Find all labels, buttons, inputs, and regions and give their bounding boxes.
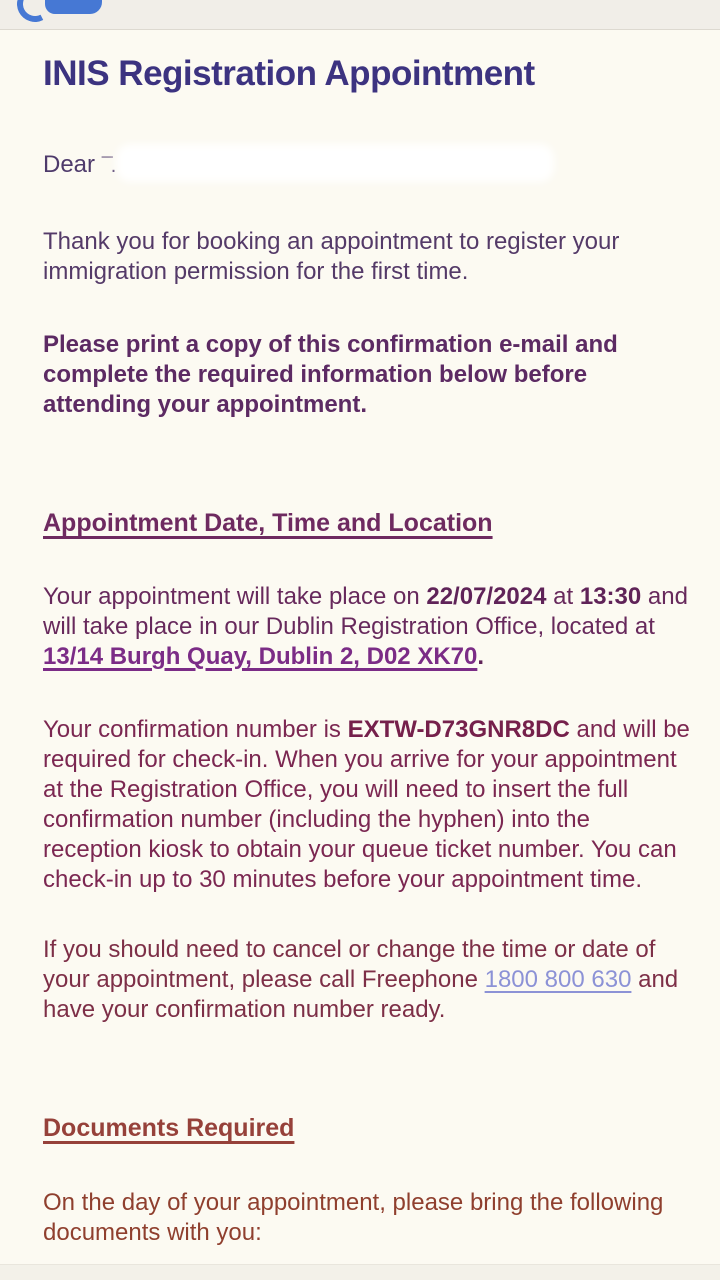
freephone-number-link[interactable]: 1800 800 630 (484, 966, 632, 993)
cropped-next-section-strip (0, 1264, 720, 1280)
greeting-line (43, 144, 692, 182)
redaction-fragment: ¯. (101, 155, 115, 177)
cancel-prefix: If you should need to cancel or change the time or date of your appointment, please call Freephone (43, 936, 656, 993)
appointment-time: 13:30 (579, 583, 642, 610)
redacted-name (116, 144, 554, 182)
email-body (0, 30, 720, 1248)
appointment-mid2: and will take place in our Dublin Registration Office, located at (43, 583, 688, 640)
appointment-section-heading: Appointment Date, Time and Location (43, 509, 493, 537)
cancel-suffix: and have your confirmation number ready. (43, 966, 679, 1023)
intro-paragraph: Thank you for booking an appointment to register your immigration permission for the first time. (43, 228, 620, 285)
confirmation-number-paragraph (43, 715, 692, 895)
appointment-date: 22/07/2024 (426, 583, 547, 610)
appointment-suffix: . (477, 643, 485, 670)
appointment-mid1: at (546, 583, 580, 610)
greeting-text: Dear (43, 151, 102, 178)
documents-intro-paragraph: On the day of your appointment, please bring the following documents with you: (43, 1189, 664, 1246)
confirmation-prefix: Your confirmation number is (43, 716, 348, 743)
email-subject-title: INIS Registration Appointment (43, 54, 535, 93)
cropped-toolbar (0, 0, 720, 30)
office-address-link[interactable]: 13/14 Burgh Quay, Dublin 2, D02 XK70 (43, 643, 478, 670)
appointment-prefix: Your appointment will take place on (43, 583, 427, 610)
documents-section-heading: Documents Required (43, 1114, 295, 1142)
confirmation-number: EXTW-D73GNR8DC (347, 716, 570, 743)
appointment-details-paragraph (43, 582, 692, 672)
cropped-blue-button-icon[interactable] (45, 0, 102, 14)
print-notice-paragraph: Please print a copy of this confirmation e-mail and complete the required information below before attending your appointment. (43, 331, 618, 418)
cancel-change-paragraph (43, 935, 692, 1025)
confirmation-suffix: and will be required for check-in. When you arrive for your appointment at the Registration Office, you will need to insert the full confirmation number (including the hyphen) into the reception kiosk to obtain your queue ticket number. You can check-in up to 30 minutes before your appointment time. (43, 716, 690, 893)
